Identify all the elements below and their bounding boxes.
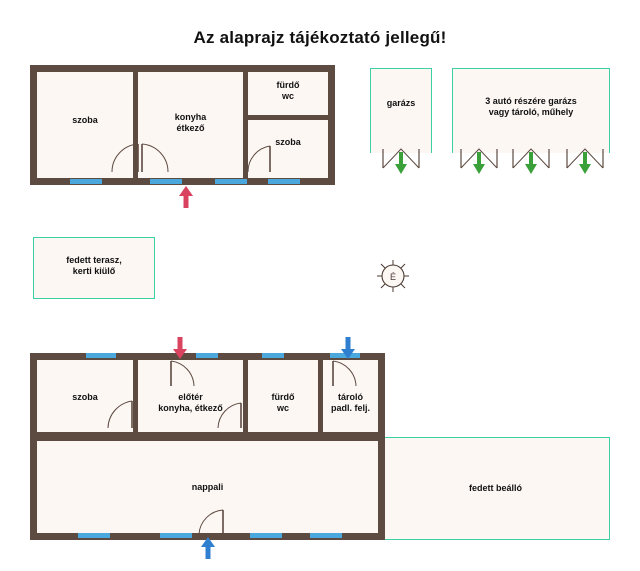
window-lower-top-3: [262, 353, 284, 358]
door-nappali-entry: [196, 508, 226, 536]
room-furdo-wc-lower: [248, 360, 318, 432]
page-title: Az alaprajz tájékoztató jellegű!: [193, 28, 447, 47]
label-harom-auto-garazs: 3 autó részére garázs vagy tároló, műhely: [485, 96, 577, 117]
svg-text:É: É: [389, 272, 397, 282]
label-garazs: garázs: [386, 98, 416, 108]
door-upper-szoba-right: [246, 140, 272, 174]
entry-arrow-lower-blue-top: [340, 337, 356, 359]
partition-lower-v3: [318, 360, 323, 432]
compass-rose: [375, 258, 411, 294]
label-terrace: fedett terasz, kerti kiülő: [66, 255, 122, 276]
entry-arrow-lower-red: [172, 337, 188, 359]
window-lower-bottom-3: [250, 533, 282, 538]
terrace-block: [33, 237, 155, 299]
room-furdo-wc-upper: [248, 72, 328, 115]
window-lower-bottom-1: [78, 533, 110, 538]
label-nappali: nappali: [191, 482, 224, 492]
partition-upper-right-horiz: [243, 115, 328, 120]
entry-arrow-lower-blue-bottom: [200, 537, 216, 559]
window-lower-top-1: [86, 353, 116, 358]
window-lower-bottom-2: [160, 533, 192, 538]
room-harom-auto-garazs: [452, 68, 610, 153]
partition-upper-right-vert: [243, 72, 248, 178]
door-lower-szoba-left: [106, 398, 134, 430]
partition-upper-mid: [133, 72, 138, 178]
label-szoba-upper-right: szoba: [275, 137, 301, 147]
window-upper-4: [268, 179, 300, 184]
room-garazs: [370, 68, 432, 153]
label-szoba-upper-left: szoba: [72, 115, 98, 125]
window-lower-bottom-4: [310, 533, 342, 538]
entry-arrow-garage-1: [472, 152, 486, 174]
door-lower-furdo: [216, 400, 244, 430]
window-lower-top-2: [196, 353, 218, 358]
carport-block: [381, 437, 610, 540]
window-upper-3: [215, 179, 247, 184]
door-lower-eloter-top: [168, 358, 196, 388]
entry-arrow-upper: [178, 186, 194, 208]
entry-arrow-garage-2: [524, 152, 538, 174]
label-tarolo-padlasfeljaro: tároló padl. felj.: [330, 392, 370, 413]
window-upper-1: [70, 179, 102, 184]
door-upper-konyha-right: [140, 140, 170, 174]
label-carport: fedett beálló: [468, 483, 522, 493]
entry-arrow-garazs: [394, 152, 408, 174]
label-furdo-wc-lower: fürdő wc: [271, 392, 295, 413]
label-furdo-wc-upper: fürdő wc: [276, 80, 300, 101]
entry-arrow-garage-3: [578, 152, 592, 174]
window-upper-2: [150, 179, 182, 184]
door-lower-tarolo: [330, 358, 358, 388]
label-konyha-etkezo: konyha étkező: [174, 112, 207, 133]
label-eloter-konyha-etkezo: előtér konyha, étkező: [158, 392, 223, 413]
partition-lower-horiz: [30, 432, 385, 441]
label-szoba-lower-left: szoba: [72, 392, 98, 402]
